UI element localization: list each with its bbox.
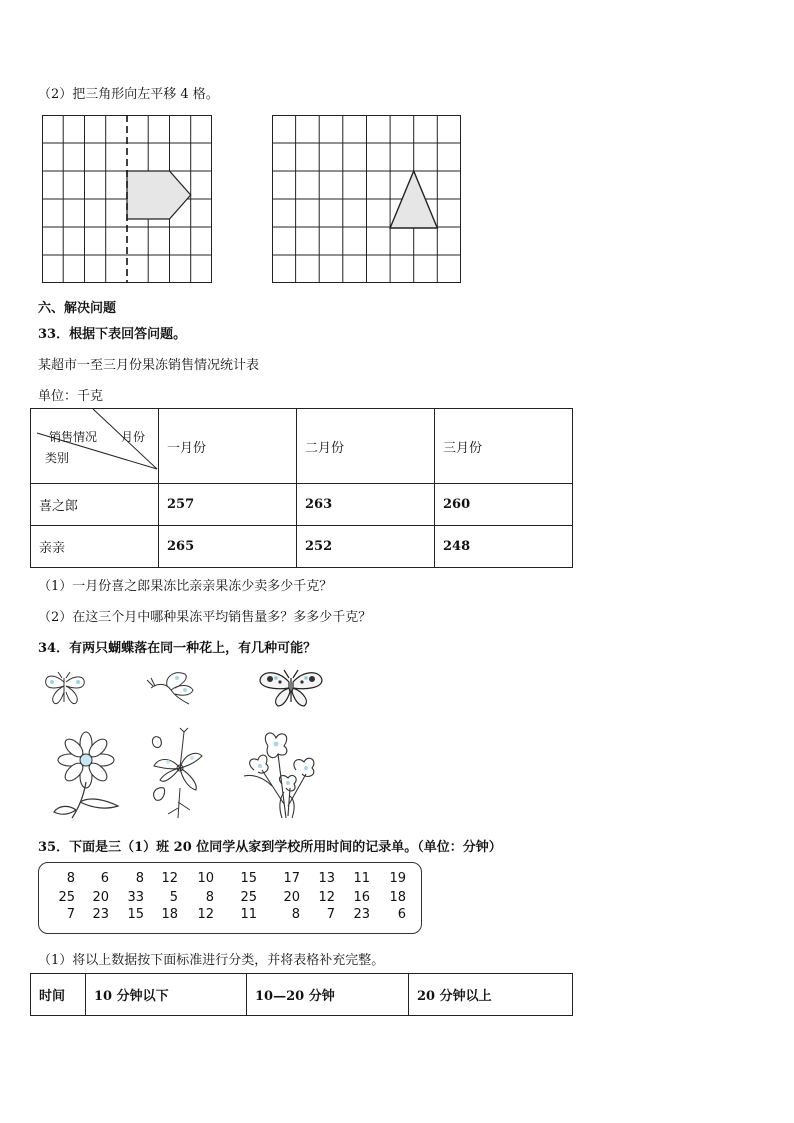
translate-question: （2）把三角形向左平移 4 格。 (38, 87, 219, 102)
record-value: 23 (353, 907, 370, 922)
value-cell: 260 (435, 484, 573, 526)
table-row (31, 526, 573, 568)
record-value: 6 (397, 907, 406, 922)
daisy-flower-icon (50, 730, 122, 822)
record-value: 19 (389, 871, 406, 886)
under-10-header: 10 分钟以下 (86, 974, 247, 1016)
records-box (38, 862, 422, 934)
sales-table (30, 408, 573, 568)
pentagon-shape (127, 171, 191, 219)
records-row (39, 890, 423, 904)
q33-unit: 单位：千克 (38, 389, 104, 404)
record-value: 20 (283, 890, 300, 905)
classification-table (30, 973, 573, 1016)
record-value: 11 (240, 907, 257, 922)
butterfly-1-icon (42, 670, 88, 708)
diagonal-header-cell (31, 409, 159, 484)
record-value: 23 (92, 907, 109, 922)
records-row (39, 907, 423, 921)
diag-category-label: 类别 (45, 451, 70, 465)
month-header: 二月份 (297, 409, 435, 484)
q33-sub1: （1）一月份喜之郎果冻比亲亲果冻少卖多少千克？ (38, 579, 333, 594)
record-value: 7 (326, 907, 335, 922)
diag-sales-label: 销售情况 (49, 430, 98, 444)
record-value: 6 (100, 871, 109, 886)
record-value: 10 (197, 871, 214, 886)
record-value: 8 (291, 907, 300, 922)
orchid-flower-icon (238, 726, 328, 822)
record-value: 11 (353, 871, 370, 886)
record-value: 7 (66, 907, 75, 922)
table-row (31, 974, 573, 1016)
left-grid-figure (42, 115, 212, 283)
butterfly-3-icon (258, 668, 324, 708)
value-cell: 265 (159, 526, 297, 568)
record-value: 20 (92, 890, 109, 905)
record-value: 15 (127, 907, 144, 922)
q33-sub2: （2）在这三个月中哪种果冻平均销售量多？多多少千克？ (38, 610, 372, 625)
record-value: 33 (127, 890, 144, 905)
value-cell: 248 (435, 526, 573, 568)
month-header: 三月份 (435, 409, 573, 484)
record-value: 18 (389, 890, 406, 905)
record-value: 15 (240, 871, 257, 886)
record-value: 13 (318, 871, 335, 886)
record-value: 8 (135, 871, 144, 886)
right-grid-figure (272, 115, 461, 283)
over-20-header: 20 分钟以上 (409, 974, 573, 1016)
q34-title: 34．有两只蝴蝶落在同一种花上，有几种可能？ (38, 641, 317, 656)
row-label: 喜之郎 (31, 484, 159, 526)
record-value: 12 (197, 907, 214, 922)
right-grid (272, 115, 461, 283)
record-value: 12 (161, 871, 178, 886)
records-row (39, 871, 423, 885)
table-row (31, 484, 573, 526)
lily-flower-icon (140, 728, 220, 820)
record-value: 5 (169, 890, 178, 905)
value-cell: 252 (297, 526, 435, 568)
record-value: 16 (353, 890, 370, 905)
record-value: 25 (240, 890, 257, 905)
record-value: 17 (283, 871, 300, 886)
record-value: 12 (318, 890, 335, 905)
record-value: 25 (58, 890, 75, 905)
record-value: 8 (205, 890, 214, 905)
section-6-title: 六、解决问题 (38, 301, 117, 316)
value-cell: 263 (297, 484, 435, 526)
10-20-header: 10—20 分钟 (247, 974, 409, 1016)
value-cell: 257 (159, 484, 297, 526)
time-header: 时间 (31, 974, 86, 1016)
q35-title: 35．下面是三（1）班 20 位同学从家到学校所用时间的记录单。（单位：分钟） (38, 840, 502, 855)
q33-table-title: 某超市一至三月份果冻销售情况统计表 (38, 358, 260, 373)
record-value: 18 (161, 907, 178, 922)
diagonal-lines (31, 409, 167, 484)
q35-sub1: （1）将以上数据按下面标准进行分类，并将表格补充完整。 (38, 953, 385, 968)
butterfly-2-icon (145, 670, 197, 710)
row-label: 亲亲 (31, 526, 159, 568)
q33-title: 33．根据下表回答问题。 (38, 327, 187, 342)
record-value: 8 (66, 871, 75, 886)
diag-month-label: 月份 (121, 430, 146, 444)
month-header: 一月份 (159, 409, 297, 484)
